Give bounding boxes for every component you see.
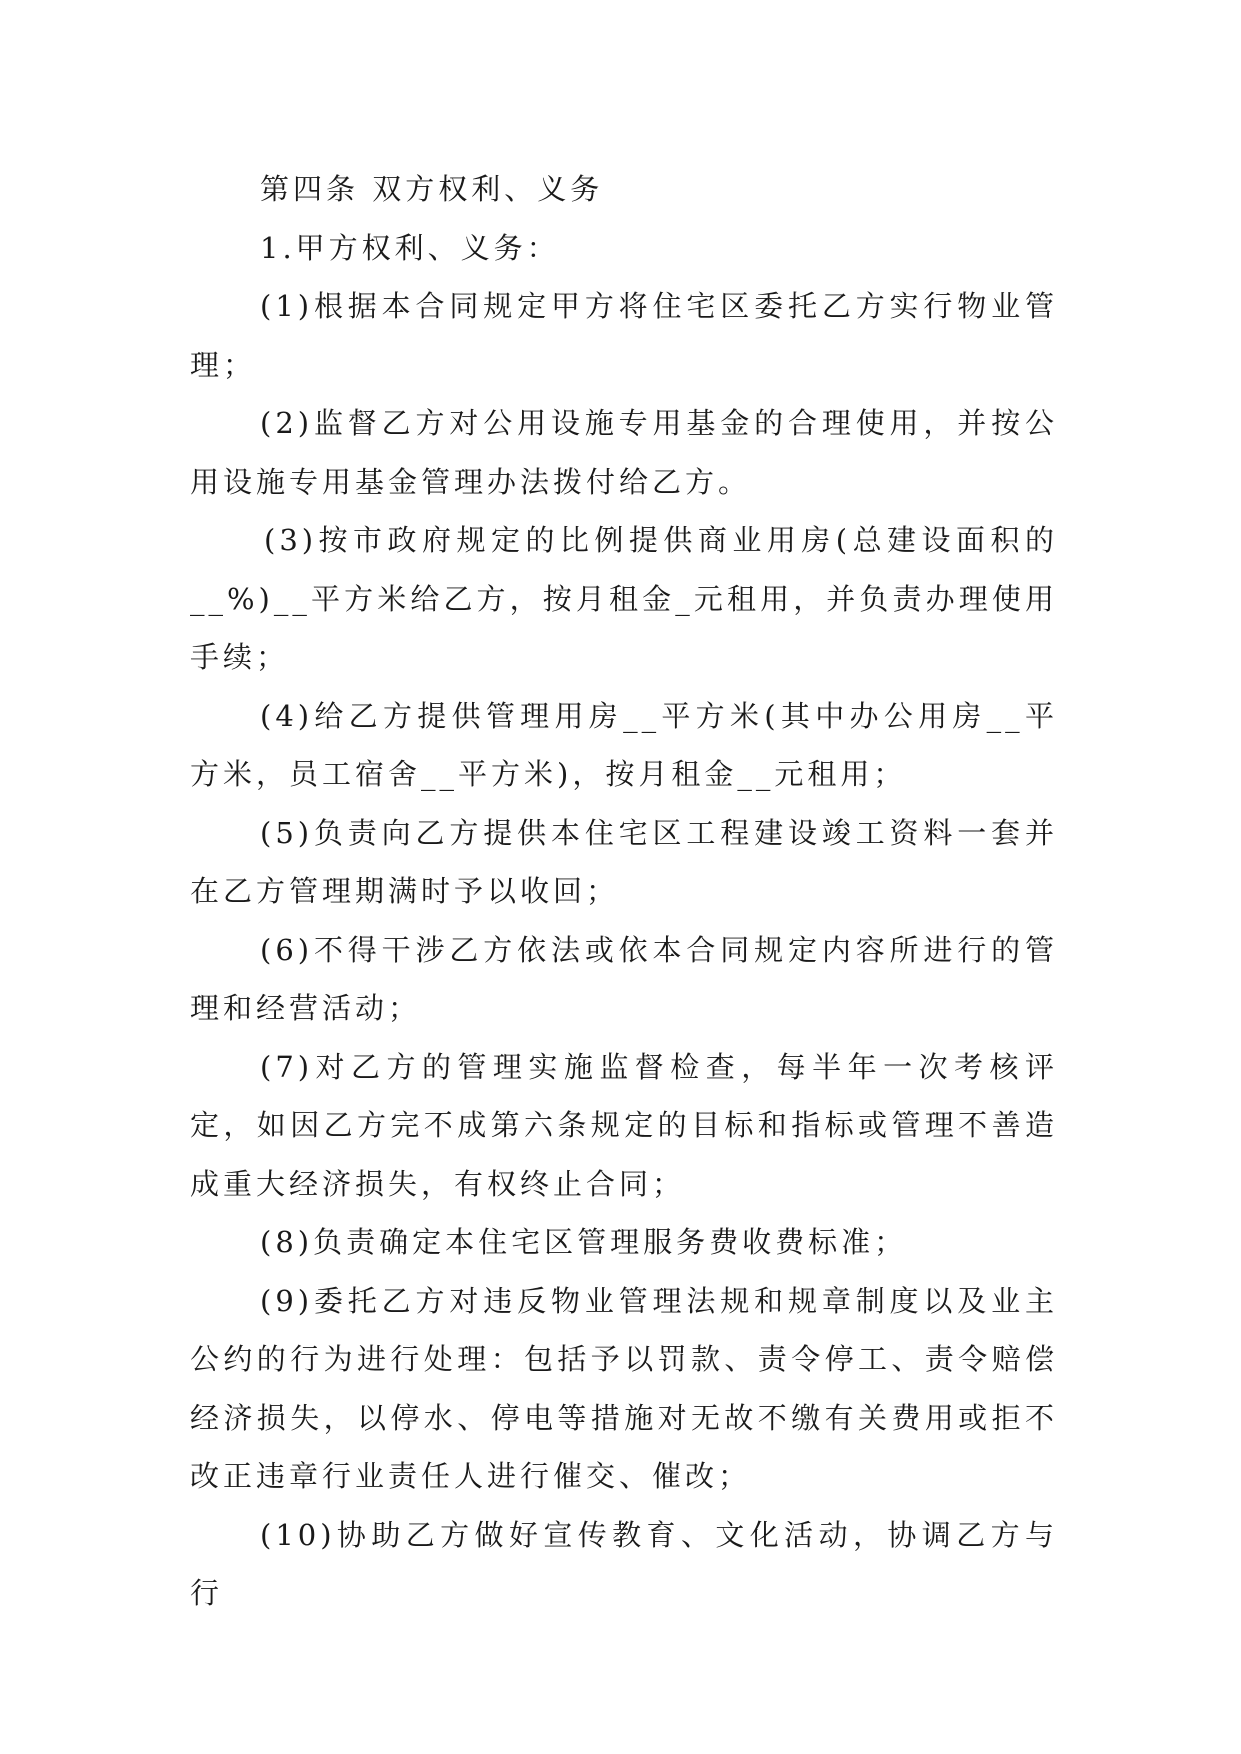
paragraph-item-7: (7)对乙方的管理实施监督检查，每半年一次考核评定，如因乙方完不成第六条规定的目标和指标或管理不善造成重大经济损失，有权终止合同； — [190, 1049, 1058, 1201]
document-body — [190, 160, 1058, 1623]
paragraph-item-6: (6)不得干涉乙方依法或依本合同规定内容所进行的管理和经营活动； — [190, 932, 1058, 1025]
paragraph-item-10: (10)协助乙方做好宣传教育、文化活动，协调乙方与行 — [190, 1517, 1058, 1610]
paragraph-item-2: (2)监督乙方对公用设施专用基金的合理使用，并按公用设施专用基金管理办法拨付给乙方。 — [190, 406, 1058, 499]
article-heading: 第四条 双方权利、义务 — [260, 172, 604, 206]
paragraph-item-5: (5)负责向乙方提供本住宅区工程建设竣工资料一套并在乙方管理期满时予以收回； — [190, 815, 1058, 908]
paragraph-item-9: (9)委托乙方对违反物业管理法规和规章制度以及业主公约的行为进行处理：包括予以罚款、责令停工、责令赔偿经济损失，以停水、停电等措施对无故不缴有关费用或拒不改正违章行业责任人进行催交、催改； — [190, 1283, 1058, 1493]
paragraph-item-1: (1)根据本合同规定甲方将住宅区委托乙方实行物业管理； — [190, 289, 1058, 382]
paragraph-party-a-title: 1.甲方权利、义务： — [260, 230, 560, 265]
paragraph-item-3: (3)按市政府规定的比例提供商业用房(总建设面积的__%)__平方米给乙方，按月租金_元租用，并负责办理使用手续； — [190, 523, 1058, 674]
paragraph-item-8: (8)负责确定本住宅区管理服务费收费标准； — [260, 1225, 908, 1259]
paragraph-item-4: (4)给乙方提供管理用房__平方米(其中办公用房__平方米，员工宿舍__平方米)，按月租金__元租用； — [190, 698, 1058, 791]
